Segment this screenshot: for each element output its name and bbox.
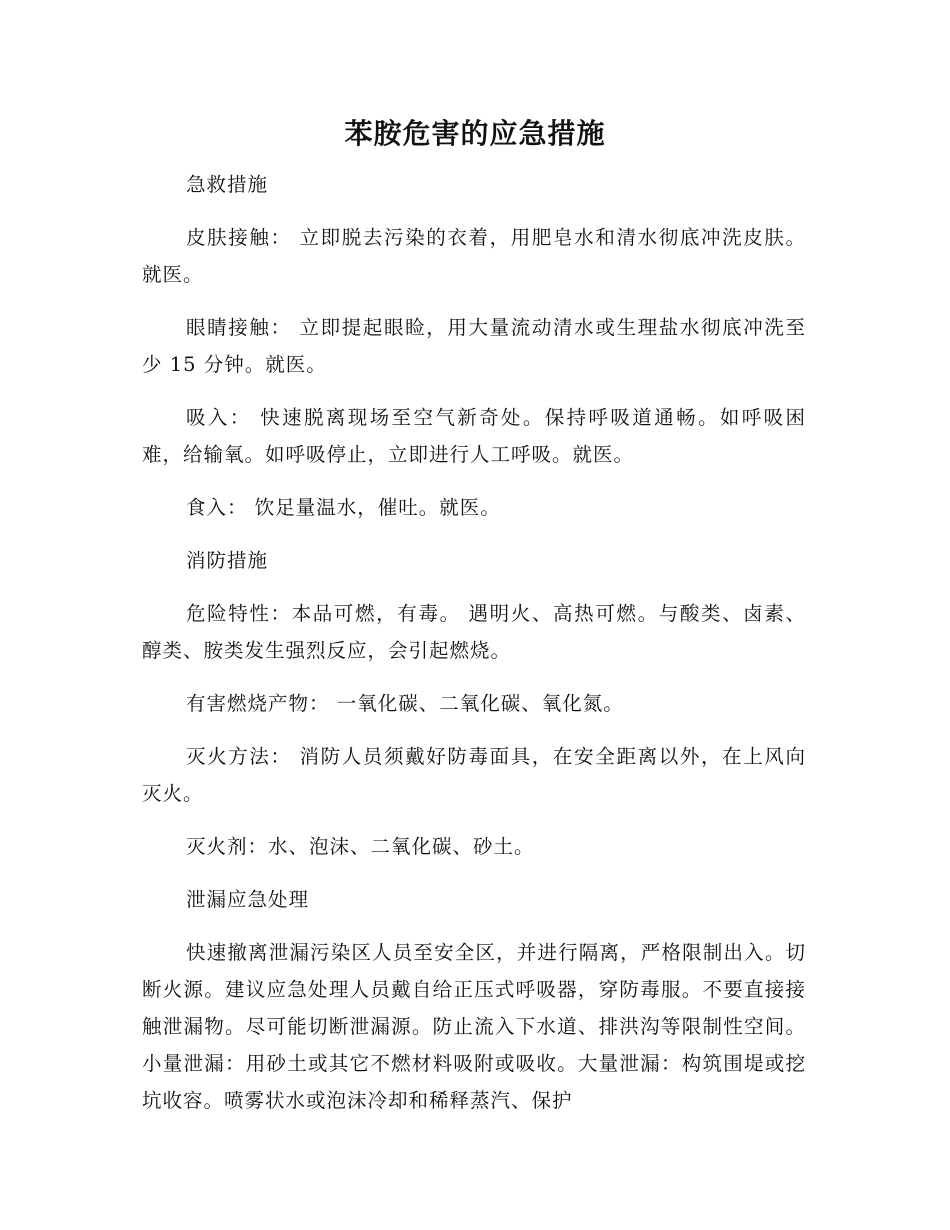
paragraph-combustion-products: 有害燃烧产物： 一氧化碳、二氧化碳、氧化氮。 <box>186 692 624 715</box>
paragraph-hazard-properties: 危险特性：本品可燃，有毒。 遇明火、高热可燃。与酸类、卤素、醇类、胺类发生强烈反应，会引起燃烧。 <box>142 602 806 662</box>
paragraph-extinguishing-method: 灭火方法： 消防人员须戴好防毒面具，在安全距离以外，在上风向灭火。 <box>142 745 806 805</box>
paragraph-skin-contact: 皮肤接触： 立即脱去污染的衣着，用肥皂水和清水彻底冲洗皮肤。就医。 <box>142 226 806 286</box>
section-heading-first-aid: 急救措施 <box>186 173 269 196</box>
document-title: 苯胺危害的应急措施 <box>344 117 606 150</box>
section-heading-leak-response: 泄漏应急处理 <box>186 888 310 911</box>
paragraph-extinguishing-agents: 灭火剂：水、泡沫、二氧化碳、砂土。 <box>186 835 535 858</box>
document-body <box>142 166 806 1135</box>
paragraph-eye-contact: 眼睛接触： 立即提起眼睑，用大量流动清水或生理盐水彻底冲洗至少 15 分钟。就医。 <box>142 316 806 376</box>
paragraph-leak-procedure: 快速撤离泄漏污染区人员至安全区，并进行隔离，严格限制出入。切断火源。建议应急处理人员戴自给正压式呼吸器，穿防毒服。不要直接接触泄漏物。尽可能切断泄漏源。防止流入下水道、排洪沟等限制性空间。小量泄漏：用砂土或其它不燃材料吸附或吸收。大量泄漏：构筑围堤或挖坑收容。喷雾状水或泡沫冷却和稀释蒸汽、保护 <box>142 941 806 1112</box>
paragraph-inhalation: 吸入： 快速脱离现场至空气新奇处。保持呼吸道通畅。如呼吸困难，给输氧。如呼吸停止，立即进行人工呼吸。就医。 <box>142 406 806 466</box>
paragraph-ingestion: 食入： 饮足量温水，催吐。就医。 <box>186 496 501 519</box>
section-heading-firefighting: 消防措施 <box>186 549 269 572</box>
